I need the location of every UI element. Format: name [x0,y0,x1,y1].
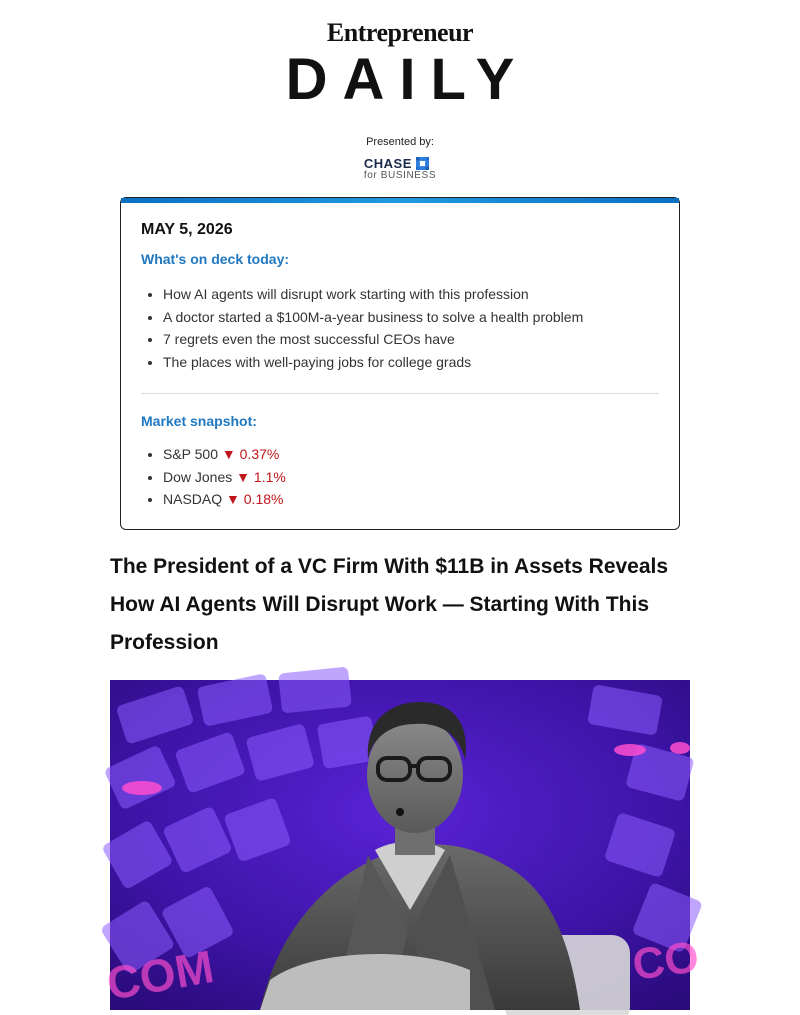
market-change: ▼ 1.1% [236,468,286,485]
list-item[interactable]: • 7 regrets even the most successful CEOs have [163,328,659,351]
market-change: ▼ 0.37% [221,446,280,462]
daily-summary-card [120,197,680,530]
newsletter-header [0,0,800,183]
deck-list [141,283,659,373]
market-item [163,443,659,466]
chase-octagon-icon [416,157,429,170]
hero-photo [102,680,702,1010]
deck-title: What's on deck today: [141,251,290,267]
svg-text:COM: COM [102,940,218,1010]
sponsor-subtitle: for BUSINESS [363,170,437,181]
presented-by-label: Presented by: [366,136,434,148]
article-hero-image[interactable] [102,680,702,1010]
market-index-name: NASDAQ [163,491,223,507]
list-item[interactable]: • The places with well-paying jobs for college grads [163,351,659,374]
market-index-name: Dow Jones [163,468,233,485]
market-item [163,466,659,489]
list-item[interactable]: • A doctor started a $100M-a-year business to solve a health problem [163,306,659,329]
entrepreneur-logo[interactable]: Entrepreneur [326,18,474,47]
market-title: Market snapshot: [141,413,257,429]
daily-wordmark: DAILY [285,47,530,112]
divider [141,393,659,394]
market-change: ▼ 0.18% [226,491,284,507]
market-index-name: S&P 500 [163,446,219,462]
market-item [163,488,659,511]
svg-text:CO: CO [629,932,702,990]
sponsor-logo[interactable] [364,156,436,181]
issue-date: MAY 5, 2026 [141,221,233,238]
market-list [141,443,659,511]
sponsor-name: CHASE [363,156,412,171]
article-headline[interactable]: The President of a VC Firm With $11B in Assets Reveals How AI Agents Will Disrupt Work — Starting With This Profession [110,555,669,654]
list-item[interactable]: • How AI agents will disrupt work starting with this profession [163,283,659,306]
